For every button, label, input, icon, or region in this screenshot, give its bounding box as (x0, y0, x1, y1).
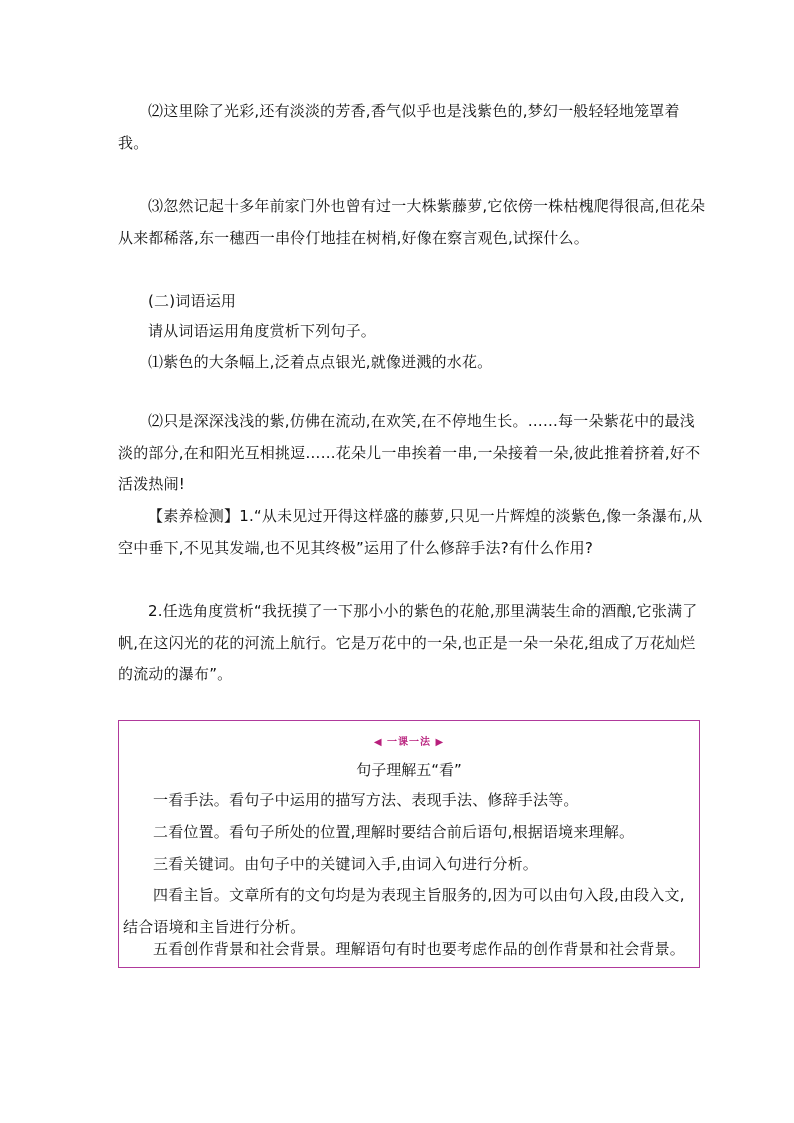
method-banner: ◀ 一课一法 ▶ (373, 737, 445, 748)
tip-item: 四看主旨。文章所有的文句均是为表现主旨服务的,因为可以由句入段,由段入文,结合语境和主旨进行分析。 (123, 886, 685, 936)
word-item-2: ⑵只是深深浅浅的紫,仿佛在流动,在欢笑,在不停地生长。……每一朵紫花中的最浅淡的部分,在和阳光互相挑逗……花朵儿一串挨着一串,一朵接着一朵,彼此推着挤着,好不活泼热闹! (118, 412, 701, 493)
quality-check-question-2: 2.任选角度赏析“我抚摸了一下那小小的紫色的花舱,那里满装生命的酒酿,它张满了帆,在这闪光的花的河流上航行。它是万花中的一朵,也正是一朵一朵花,组成了万花灿烂的流动的瀑布”。 (118, 602, 698, 683)
tip-item: 五看创作背景和社会背景。理解语句有时也要考虑作品的创作背景和社会背景。 (153, 940, 686, 958)
word-item-1: ⑴紫色的大条幅上,泛着点点银光,就像迸溅的水花。 (148, 353, 493, 371)
tip-item: 三看关键词。由句子中的关键词入手,由词入句进行分析。 (153, 855, 538, 873)
section-title: (二)词语运用 (148, 292, 237, 310)
tip-item: 二看位置。看句子所处的位置,理解时要结合前后语句,根据语境来理解。 (153, 823, 635, 841)
quality-check-question-1: 【素养检测】1.“从未见过开得这样盛的藤萝,只见一片辉煌的淡紫色,像一条瀑布,从空中垂下,不见其发端,也不见其终极”运用了什么修辞手法?有什么作用? (118, 507, 703, 557)
sentence-3: ⑶忽然记起十多年前家门外也曾有过一大株紫藤萝,它依傍一株枯槐爬得很高,但花朵从来都稀落,东一穗西一串伶仃地挂在树梢,好像在察言观色,试探什么。 (118, 197, 706, 247)
tip-item: 一看手法。看句子中运用的描写方法、表现手法、修辞手法等。 (153, 791, 579, 809)
tip-box-title: 句子理解五“看” (356, 761, 462, 779)
instruction-text: 请从词语运用角度赏析下列句子。 (148, 322, 377, 340)
method-tip-box (118, 720, 700, 968)
sentence-2: ⑵这里除了光彩,还有淡淡的芳香,香气似乎也是浅紫色的,梦幻一般轻轻地笼罩着我。 (118, 102, 680, 152)
